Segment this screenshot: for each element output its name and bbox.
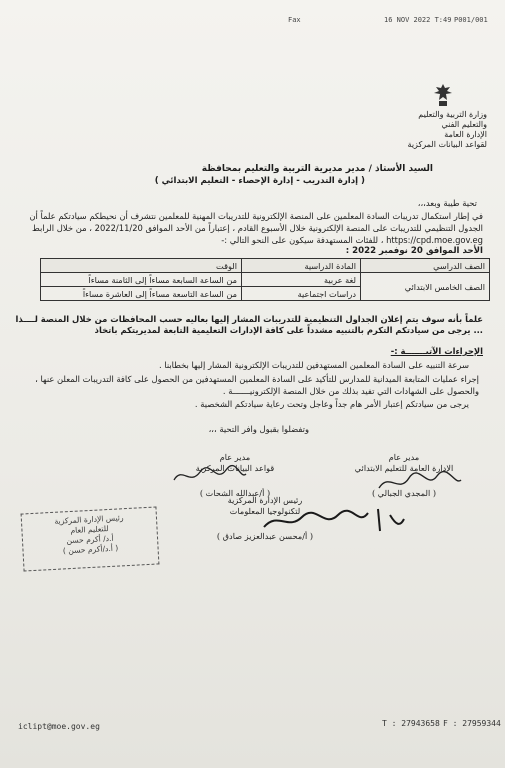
- header-grade: الصف الدراسي: [361, 259, 490, 273]
- ministry-header: [387, 110, 487, 150]
- subject-cell: دراسات اجتماعية: [242, 287, 361, 301]
- closing-line: وتفضلوا بقبول وافر التحية ،،،: [208, 424, 309, 434]
- body-paragraph: في إطار استكمال تدريبات السادة المعلمين على المنصة الإلكترونية للتدريبات المهنية للمعلمين نتشرف أن نحيطكم سيادتكم علماً أن الجدول التنظيمي للتدريبات على المنصة الإلكترونية خلال الأسبوع القادم ، إعتباراً من الأحد الموافق 2022/11/20 ، من خلال الرابط https://cpd.moe.gov.eg ، للفئات المستهدفة سيكون على النحو التالي :-: [29, 211, 483, 245]
- signature-name: ( أ/محسن عبدالعزيز صادق ): [216, 531, 314, 541]
- fax-label: Fax: [288, 16, 301, 24]
- footer-phone: T : 27943658: [382, 719, 440, 728]
- ministry-line: الإدارة العامة: [444, 130, 487, 139]
- ministry-line: وزارة التربية والتعليم: [418, 110, 487, 119]
- stamp-line: للتعليم العام: [70, 524, 109, 536]
- signature-name: ( المجدي الجبالي ): [371, 488, 437, 498]
- addressee-line: السيد الأستاذ / مدير مديرية التربية والتعليم بمحافظة: [201, 164, 433, 174]
- signature-title: لتكنولوجيا المعلومات: [229, 506, 301, 516]
- signature-title: مدير عام: [219, 452, 251, 462]
- ministry-line: والتعليم الفني: [441, 120, 487, 129]
- stamp-line: رئيس الإدارة المركزية: [54, 513, 124, 526]
- fax-date: 16 NOV 2022 T:49: [384, 16, 452, 24]
- table-header-row: [41, 259, 490, 273]
- ministry-line: لقواعد البيانات المركزية: [407, 140, 487, 149]
- time-cell: من الساعة التاسعة مساءاً إلى العاشرة مساءاً: [41, 287, 242, 301]
- footer-email: iclipt@moe.gov.eg: [18, 722, 100, 731]
- handwritten-signature-icon: [258, 505, 408, 535]
- header-subject: المادة الدراسية: [242, 259, 361, 273]
- subject-cell: لغة عربية: [242, 273, 361, 287]
- addressee-departments: ( إدارة التدريب - إدارة الإحصاء - التعليم الابتدائي ): [154, 176, 365, 186]
- eagle-emblem-icon: [432, 82, 454, 108]
- grade-cell: الصف الخامس الابتدائي: [361, 273, 490, 301]
- signature-name: ( أ/عبدالله الشحات ): [199, 488, 271, 498]
- header-time: الوقت: [41, 259, 242, 273]
- footer-fax: F : 27959344: [443, 719, 501, 728]
- procedure-item: سرعة التنبيه على السادة المعلمين المستهدفين للتدريبات الإلكترونية المشار إليها بخطابنا .: [158, 360, 469, 370]
- schedule-date: الأحد الموافق 20 نوفمبر 2022 :: [345, 246, 483, 256]
- official-stamp: [21, 506, 160, 571]
- handwritten-signature-icon: [375, 468, 465, 496]
- time-cell: من الساعة السابعة مساءاً إلى الثامنة مساءاً: [41, 273, 242, 287]
- stamp-line: أ.د/ أكرم حسن: [66, 533, 114, 546]
- handwritten-signature-icon: [170, 464, 250, 488]
- stamp-line: ( أ.د/أكرم حسن ): [62, 543, 119, 556]
- schedule-table: [40, 258, 490, 301]
- procedure-item: إجراء عمليات المتابعة الميدانية للمدارس للتأكيد على السادة المعلمين المستهدفين من الحصول على كافة التدريبات المعلن عنها ، والحصول على الشهادات التي تفيد بذلك من خلال المنصة الإلكترونيـــــــة .: [35, 374, 479, 396]
- table-row: [41, 273, 490, 287]
- fax-page: P001/001: [454, 16, 488, 24]
- signature-title: مدير عام: [388, 452, 420, 462]
- signature-title: قواعد البيانات المركزية: [195, 463, 275, 473]
- procedure-item: يرجى من سيادتكم إعتبار الأمر هام جداً وعاجل وتحت رعاية سيادتكم الشخصية .: [194, 399, 469, 409]
- note-paragraph: علماً بأنه سوف يتم إعلان الجداول التنظيمية للتدريبات المشار إليها بعاليه حسب المحافظات من خلال المنصة لــــذا ... يرجى من سيادتكم التكرم بالتنبيه مشدداً على كافة الإدارات التعليمية التابعة لمديريتكم باتخاذ: [15, 314, 483, 335]
- procedures-title: الإجراءات الآتيـــــــة :-: [390, 346, 483, 356]
- greeting: تحية طيبة وبعد،،،: [417, 198, 477, 208]
- signature-title: الإدارة العامة للتعليم الابتدائي: [354, 463, 454, 473]
- signature-title: رئيس الإدارة المركزية: [227, 495, 303, 505]
